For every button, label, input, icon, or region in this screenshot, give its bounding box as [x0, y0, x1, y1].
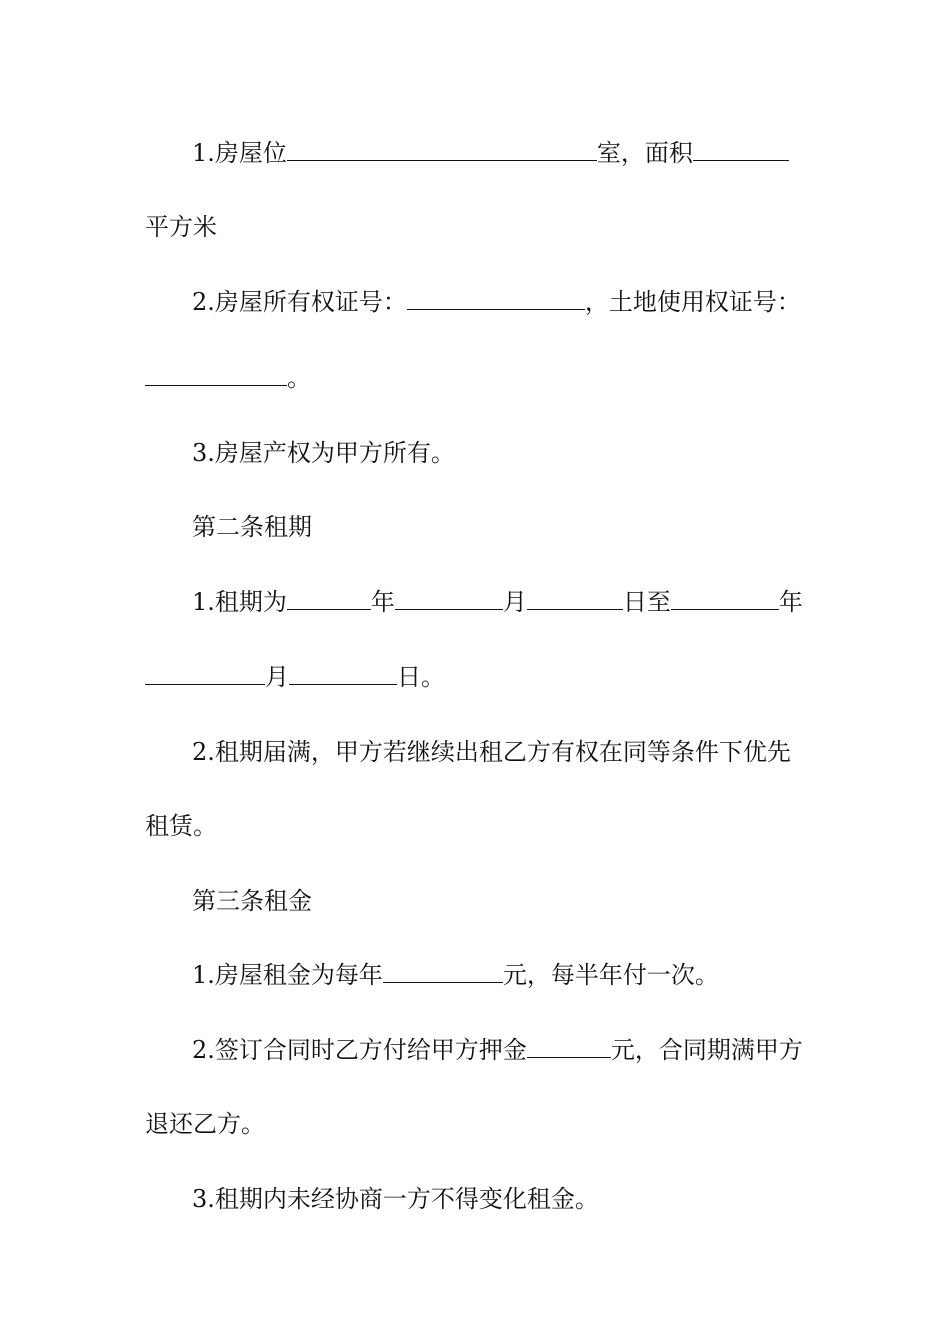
clause-text: 室，面积 — [596, 139, 693, 167]
item-number: 3. — [192, 1185, 215, 1213]
blank-line[interactable] — [289, 664, 397, 685]
clause-text: 日。 — [397, 663, 445, 691]
item-number: 1. — [192, 139, 215, 167]
blank-line[interactable] — [287, 140, 597, 161]
clause-text: 月 — [265, 663, 289, 691]
blank-line[interactable] — [383, 962, 503, 983]
clause-text: 平方米 — [145, 213, 217, 241]
section-heading — [145, 511, 857, 543]
clause-text: 签订合同时乙方付给甲方押金 — [214, 1036, 527, 1064]
blank-line[interactable] — [693, 140, 789, 161]
clause-3-1 — [145, 959, 857, 991]
clause-text: 房屋产权为甲方所有。 — [214, 439, 455, 467]
clause-text: 退还乙方。 — [145, 1110, 265, 1138]
blank-line[interactable] — [287, 589, 371, 610]
clause-1-1 — [145, 137, 857, 169]
clause-text: 。 — [287, 364, 311, 392]
clause-text: 日至 — [622, 588, 671, 616]
blank-line[interactable] — [145, 664, 265, 685]
clause-text: 房屋所有权证号： — [214, 288, 407, 316]
clause-text: 元，每半年付一次。 — [502, 961, 719, 989]
blank-line[interactable] — [671, 589, 779, 610]
clause-text: 租期内未经协商一方不得变化租金。 — [214, 1185, 599, 1213]
clause-text: 租期为 — [214, 588, 287, 616]
item-number: 1. — [192, 961, 215, 989]
clause-2-2-cont — [145, 810, 810, 842]
blank-line[interactable] — [527, 1037, 611, 1058]
blank-line[interactable] — [407, 289, 585, 310]
clause-text: 元，合同期满甲方 — [610, 1036, 803, 1064]
clause-3-3 — [145, 1183, 857, 1215]
clause-3-2 — [145, 1034, 857, 1066]
clause-text: 房屋位 — [214, 139, 287, 167]
blank-line[interactable] — [527, 589, 623, 610]
clause-text: 月 — [502, 588, 527, 616]
clause-1-1-cont — [145, 211, 810, 243]
clause-3-2-cont — [145, 1108, 810, 1140]
clause-text: 房屋租金为每年 — [214, 961, 383, 989]
clause-1-3 — [145, 437, 857, 469]
clause-text: 年 — [778, 588, 803, 616]
clause-text: 租赁。 — [145, 812, 217, 840]
clause-text: 年 — [370, 588, 395, 616]
clause-2-1-cont — [145, 661, 810, 693]
item-number: 1. — [192, 588, 215, 616]
heading-text: 第三条租金 — [192, 887, 312, 915]
item-number: 2. — [192, 1036, 215, 1064]
clause-2-1 — [145, 586, 857, 618]
clause-text: ，土地使用权证号： — [584, 288, 801, 316]
clause-1-2 — [145, 286, 857, 318]
blank-line[interactable] — [145, 365, 287, 386]
item-number: 2. — [192, 738, 215, 766]
item-number: 3. — [192, 439, 215, 467]
clause-2-2 — [145, 736, 857, 768]
clause-1-2-cont — [145, 362, 810, 394]
item-number: 2. — [192, 288, 215, 316]
blank-line[interactable] — [395, 589, 503, 610]
section-heading — [145, 885, 857, 917]
heading-text: 第二条租期 — [192, 513, 312, 541]
clause-text: 租期届满，甲方若继续出租乙方有权在同等条件下优先 — [214, 738, 791, 766]
